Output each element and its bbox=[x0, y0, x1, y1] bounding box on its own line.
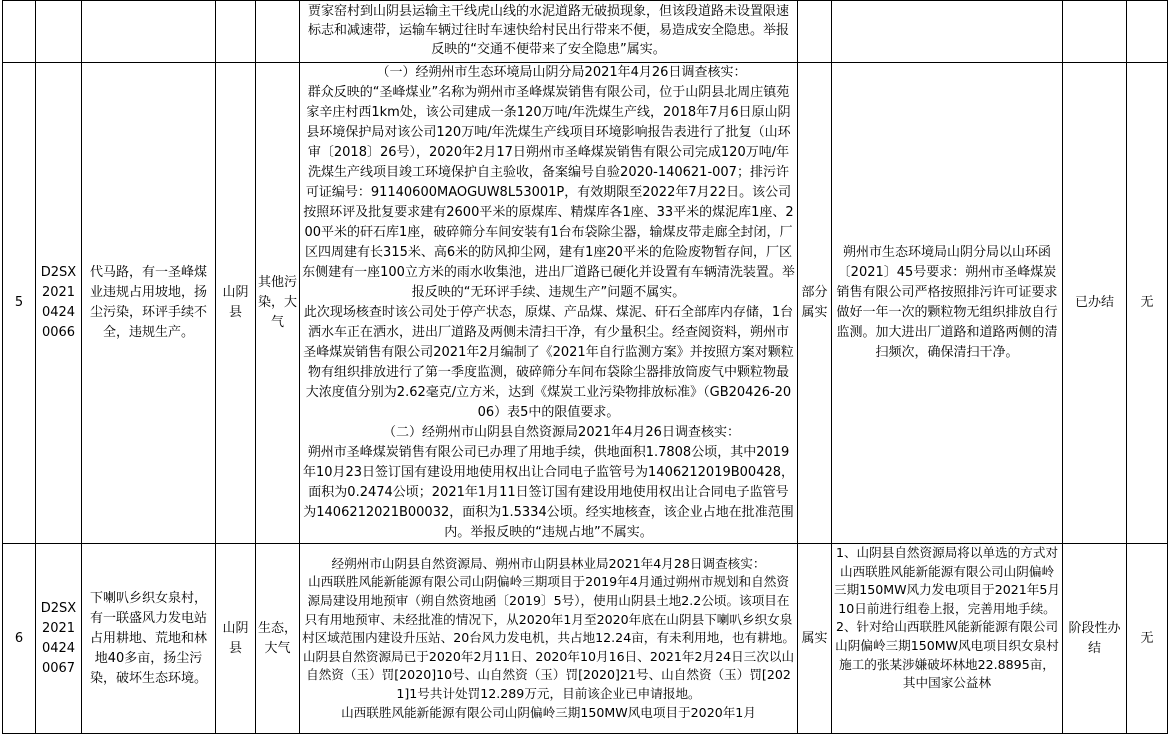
pollution-type: 其他污染，大气 bbox=[256, 63, 300, 544]
rectification bbox=[832, 1, 1063, 63]
finding: 属实 bbox=[798, 544, 832, 734]
row-number: 6 bbox=[3, 544, 36, 734]
verify-paragraph: 朔州市圣峰煤炭销售有限公司已办理了用地手续，供地面积1.7808公顷，其中2019年10月23日签订国有建设用地使用权出让合同电子监管号为1406212019B00428，面积为0.2474公顷；2021年1月11日签订国有建设用地使用权出让合同电子监管号为1406212021B00032，面积为1.5334公顷。经实地核查，该企业占地在批准范围内。举报反映的“违规占地”不属实。 bbox=[302, 445, 795, 540]
table-row bbox=[3, 1, 1168, 63]
verify-heading: （二）经朔州市山阴县自然资源局2021年4月26日调查核实： bbox=[383, 425, 740, 440]
case-code: D2SX202104240066 bbox=[36, 63, 82, 544]
rectification: 1、山阴县自然资源局将以单选的方式对山西联胜风能新能源有限公司山阴偏岭三期150MW风力发电项目于2021年5月10日前进行组卷上报，完善用地手续。 2、针对给山西联胜风能新能源有限公司山阴偏岭三期150MW风电项目织女泉村施工的张某涉嫌破坏林地22.8895亩，其中国家公益林 bbox=[832, 544, 1063, 734]
case-code: D2SX202104240067 bbox=[36, 544, 82, 734]
accountability bbox=[1127, 1, 1168, 63]
county: 山阴县 bbox=[216, 63, 256, 544]
pollution-type bbox=[256, 1, 300, 63]
verify-heading: （一）经朔州市生态环境局山阴分局2021年4月26日调查核实： bbox=[376, 65, 747, 80]
row-number: 5 bbox=[3, 63, 36, 544]
row-number bbox=[3, 1, 36, 63]
status bbox=[1063, 1, 1127, 63]
finding bbox=[798, 1, 832, 63]
verify-paragraph: 群众反映的“圣峰煤业”名称为朔州市圣峰煤炭销售有限公司，位于山阴县北周庄镇苑家辛庄村西1km处，该公司建成一条120万吨/年洗煤生产线，2018年7月6日原山阴县环境保护局对该公司120万吨/年洗煤生产线项目环境影响报告表进行了批复（山环审〔2018〕26号），2020年2月17日朔州市圣峰煤炭销售有限公司完成120万吨/年洗煤生产线项目竣工环境保护自主验收，备案编号自验2020-140621-007；排污许可证编号：91140600MAOGUW8L53001P，有效期限至2022年7月22日。该公司按照环评及批复要求建有2600平米的原煤库、精煤库各1座、33平米的煤泥库1座、200平米的矸石库1座，破碎筛分车间安装有1台布袋除尘器，输煤皮带走廊全封闭，厂区四周建有长315米、高6米的防风抑尘网，建有1座20平米的危险废物暂存间，厂区东侧建有一座100立方米的雨水收集池，进出厂道路已硬化并设置有车辆清洗装置。举报反映的“无环评手续、违规生产”问题不属实。 bbox=[302, 85, 795, 300]
status: 已办结 bbox=[1063, 63, 1127, 544]
verification-detail bbox=[300, 63, 798, 544]
verify-paragraph: 山西联胜风能新能源有限公司山阴偏岭三期150MW风电项目于2020年1月 bbox=[341, 704, 756, 720]
verify-paragraph: 此次现场核查时该公司处于停产状态，原煤、产品煤、煤泥、矸石全部库内存储，1台洒水车正在洒水，进出厂道路及两侧未清扫干净，有少量积尘。经查阅资料，朔州市圣峰煤炭销售有限公司2021年2月编制了《2021年自行监测方案》并按照方案对颗粒物有组织排放进行了第一季度监测，破碎筛分车间布袋除尘器排放筒废气中颗粒物最大浓度值分别为2.62毫克/立方米，达到《煤炭工业污染物排放标准》（GB20426-2006）表5中的限值要求。 bbox=[303, 305, 794, 420]
county: 山阴县 bbox=[216, 544, 256, 734]
pollution-type: 生态，大气 bbox=[256, 544, 300, 734]
complaint-issue: 代马路，有一圣峰煤业违规占用坡地，扬尘污染，环评手续不全，违规生产。 bbox=[82, 63, 216, 544]
verify-heading: 经朔州市山阴县自然资源局、朔州市山阴县林业局2021年4月28日调查核实： bbox=[331, 555, 766, 571]
status: 阶段性办结 bbox=[1063, 544, 1127, 734]
accountability: 无 bbox=[1127, 63, 1168, 544]
county bbox=[216, 1, 256, 63]
complaint-issue: 下喇叭乡织女泉村，有一联盛风力发电站占用耕地、荒地和林地40多亩，扬尘污染，破坏生态环境。 bbox=[82, 544, 216, 734]
rectification: 朔州市生态环境局山阴分局以山环函〔2021〕45号要求：朔州市圣峰煤炭销售有限公司严格按照排污许可证要求做好一年一次的颗粒物无组织排放自行监测。加大进出厂道路和道路两侧的清扫频次，确保清扫干净。 bbox=[832, 63, 1063, 544]
verify-paragraph: 贾家窑村到山阴县运输主干线虎山线的水泥道路无破损现象，但该段道路未设置限速标志和减速带，运输车辆过往时车速快给村民出行带来不便，易造成安全隐患。举报反映的“交通不便带来了安全隐患”属实。 bbox=[307, 4, 789, 57]
finding: 部分属实 bbox=[798, 63, 832, 544]
complaint-issue bbox=[82, 1, 216, 63]
verification-table bbox=[2, 0, 1168, 734]
verification-detail bbox=[300, 1, 798, 63]
table-row bbox=[3, 544, 1168, 734]
verify-paragraph: 山西联胜风能新能源有限公司山阴偏岭三期项目于2019年4月通过朔州市规划和自然资源局建设用地预审（朔自然资地函〔2019〕5号），使用山阴县土地2.2公顷。该项目在只有用地预审、未经批准的情况下，从2020年1月至2020年底在山阴县下喇叭乡织女泉村区域范围内建设升压站、20台风力发电机，共占地12.24亩，有未利用地，也有耕地。山阴县自然资源局已于2020年2月11日、2020年10月16日、2021年2月24日三次以山自然资（玉）罚[2020]10号、山自然资（玉）罚[2020]21号、山自然资（玉）罚[2021]1号共计处罚12.289万元，目前该企业已申请报地。 bbox=[302, 574, 795, 701]
verification-detail bbox=[300, 544, 798, 734]
accountability: 无 bbox=[1127, 544, 1168, 734]
table-row bbox=[3, 63, 1168, 544]
case-code bbox=[36, 1, 82, 63]
